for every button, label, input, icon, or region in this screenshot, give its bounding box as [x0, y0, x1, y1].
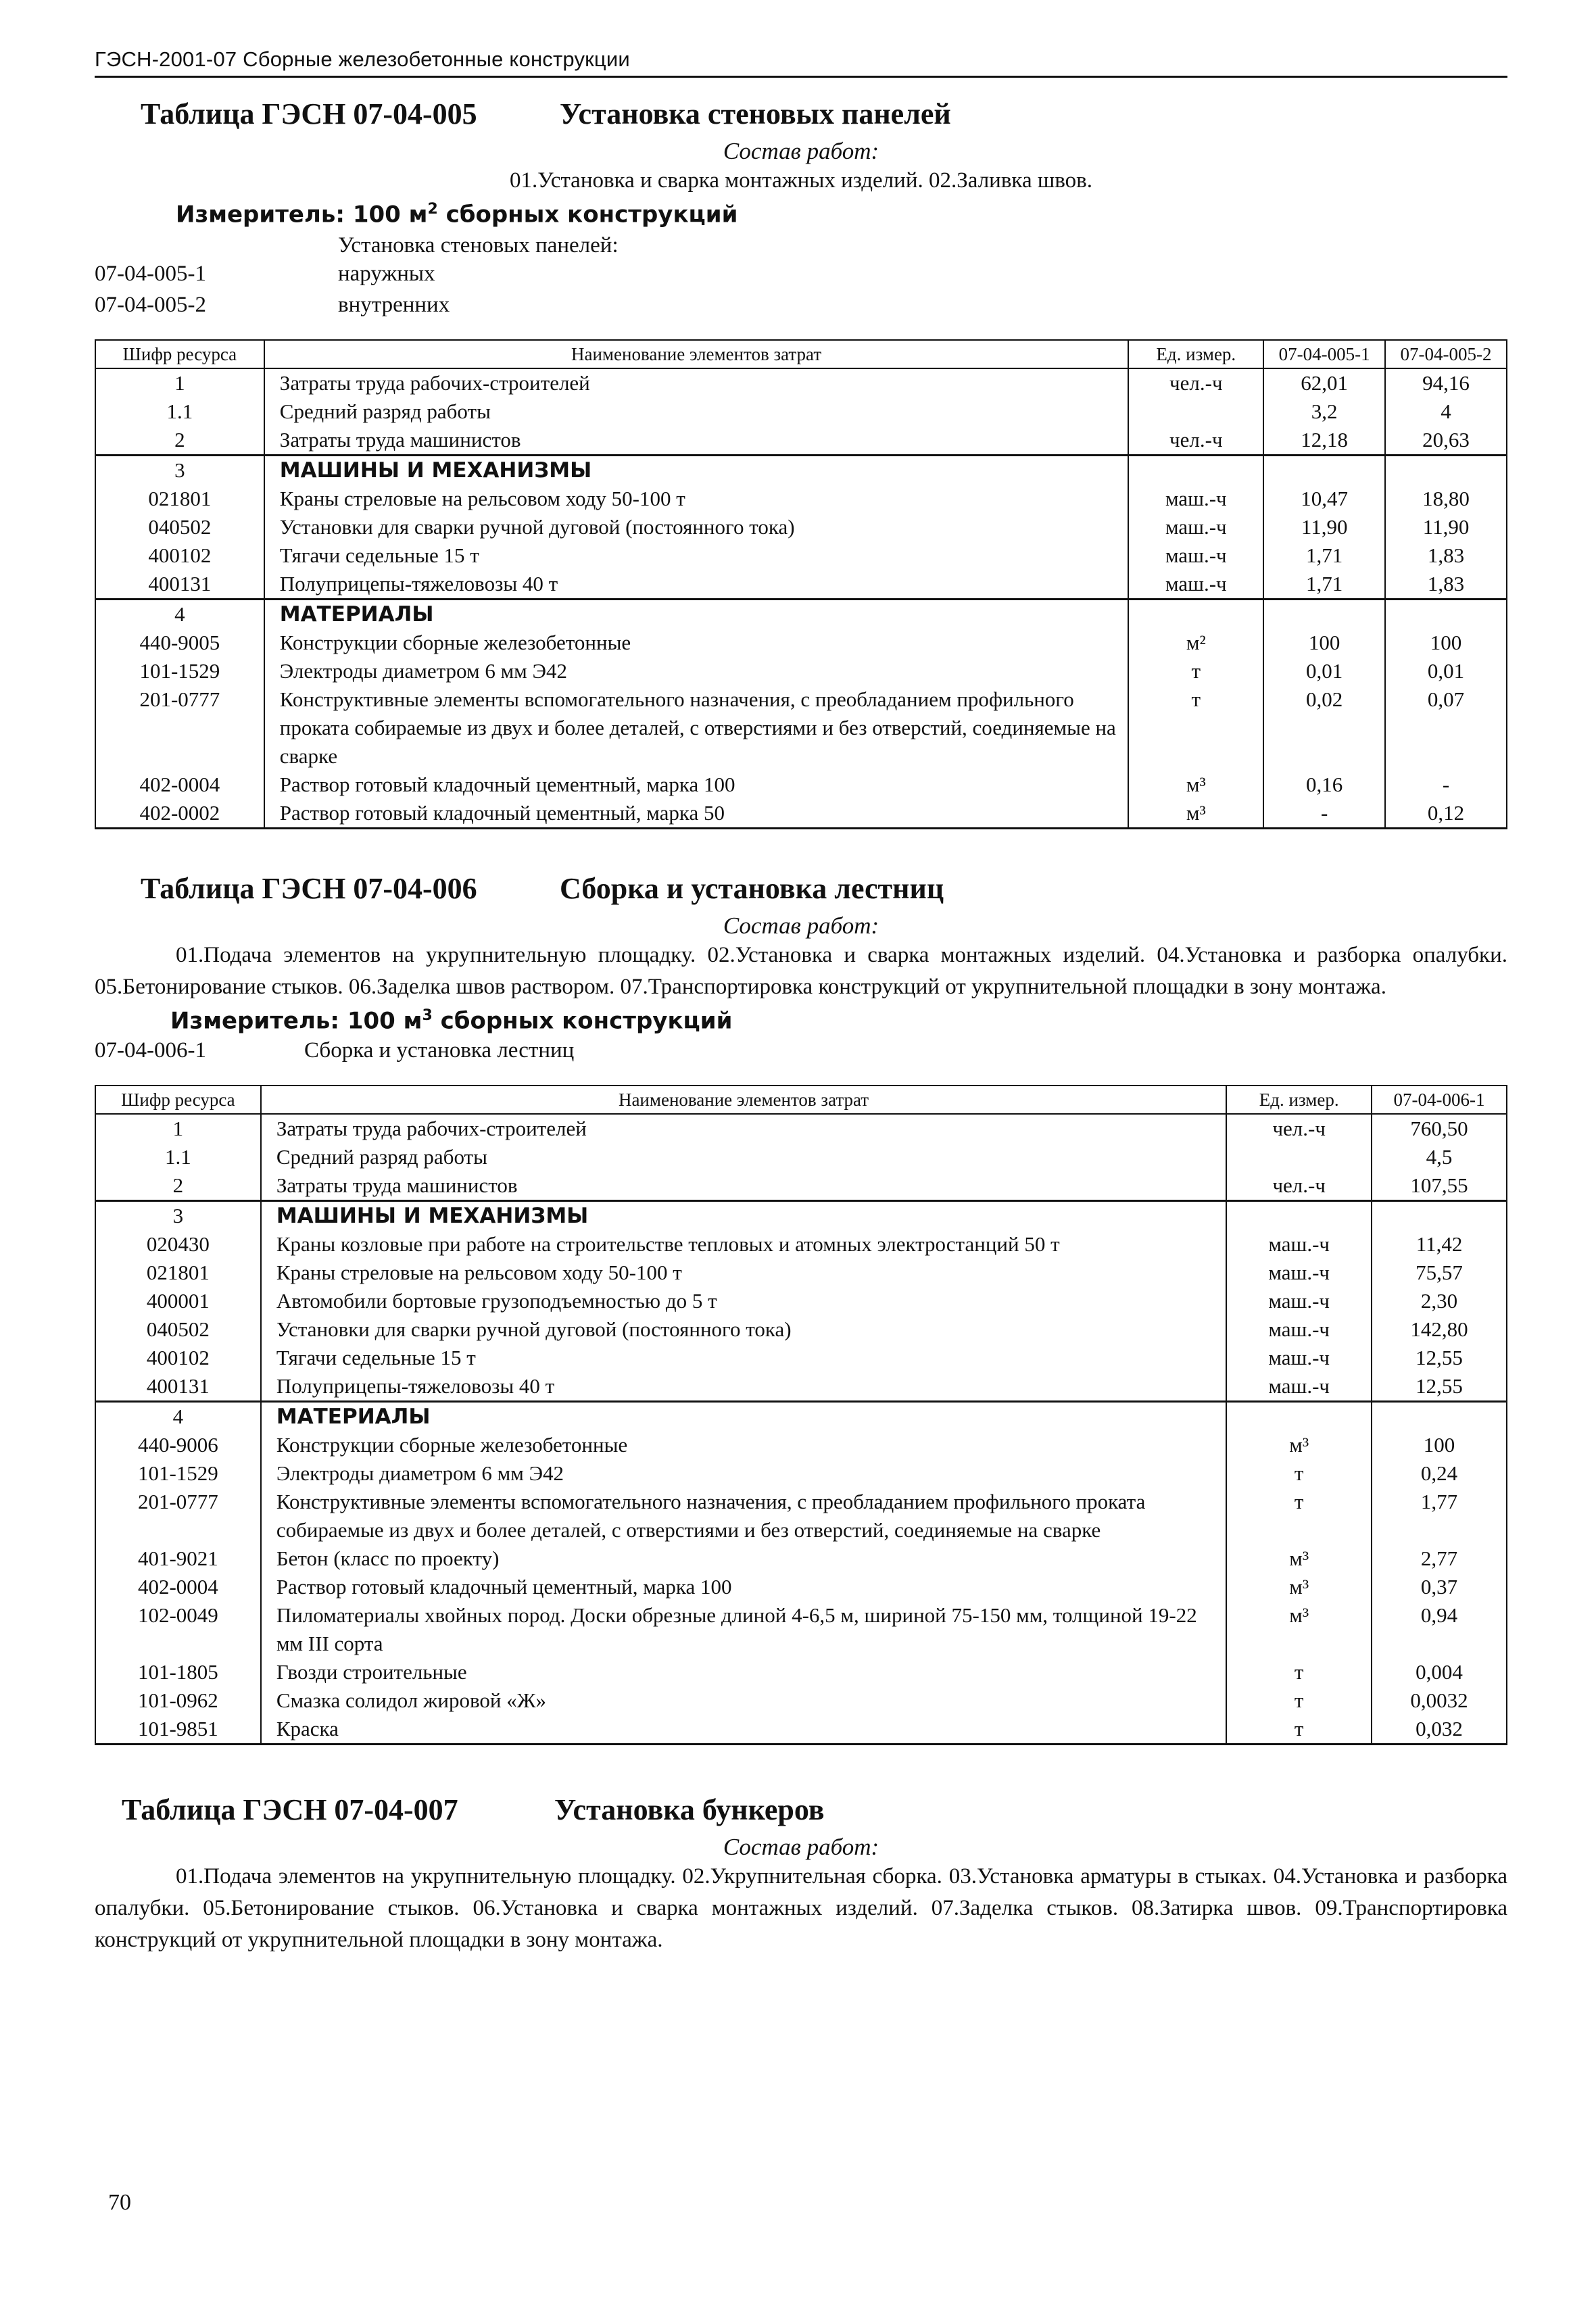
table-row	[95, 1658, 1507, 1686]
resource-code: 101-0962	[95, 1686, 261, 1715]
composition-label: Состав работ:	[723, 1833, 879, 1860]
table-row	[95, 1287, 1507, 1315]
value-cell: 4	[1385, 397, 1507, 426]
code-list	[95, 1035, 1507, 1066]
group-row	[95, 1200, 1507, 1230]
resource-code: 2	[95, 426, 264, 456]
table-number: Таблица ГЭСН 07-04-006	[141, 872, 477, 906]
table-row	[95, 1143, 1507, 1171]
table-row	[95, 1715, 1507, 1745]
unit-cell	[1226, 1200, 1372, 1230]
works-description: 01.Установка и сварка монтажных изделий. 02.Заливка швов.	[510, 168, 1092, 193]
resource-name: Затраты труда рабочих-строителей	[261, 1114, 1226, 1143]
resource-name: Раствор готовый кладочный цементный, марка 100	[264, 771, 1129, 799]
value-cell: 10,47	[1263, 485, 1385, 513]
column-header: Шифр ресурса	[95, 1086, 261, 1114]
column-header: Ед. измер.	[1128, 340, 1263, 368]
value-cell: 1,77	[1372, 1488, 1507, 1544]
composition-label: Состав работ:	[723, 912, 879, 940]
table-row	[95, 657, 1507, 685]
page-number: 70	[108, 2190, 131, 2215]
unit-cell: чел.-ч	[1226, 1171, 1372, 1201]
value-cell	[1385, 600, 1507, 629]
table-row	[95, 426, 1507, 456]
value-cell: 75,57	[1372, 1259, 1507, 1287]
value-cell: 0,24	[1372, 1459, 1507, 1488]
table-row	[95, 629, 1507, 657]
value-cell: 94,16	[1385, 368, 1507, 397]
unit-cell: маш.-ч	[1128, 513, 1263, 541]
value-cell: 11,90	[1263, 513, 1385, 541]
composition-label: Состав работ:	[723, 138, 879, 164]
resource-name: МАТЕРИАЛЫ	[261, 1401, 1226, 1431]
resource-code: 3	[95, 456, 264, 485]
resource-code: 040502	[95, 1315, 261, 1344]
unit-cell: т	[1226, 1488, 1372, 1544]
resource-name: Затраты труда машинистов	[261, 1171, 1226, 1201]
unit-cell: маш.-ч	[1226, 1372, 1372, 1402]
resource-code: 3	[95, 1200, 261, 1230]
resource-name: Конструктивные элементы вспомогательного назначения, с преобладанием профильного проката собираемые из двух и более деталей, с отверстиями и без отверстий, соединяемые на сварке	[264, 685, 1129, 771]
value-cell: 107,55	[1372, 1171, 1507, 1201]
table-row	[95, 1686, 1507, 1715]
table-row	[95, 771, 1507, 799]
resource-code: 400001	[95, 1287, 261, 1315]
value-cell	[1372, 1401, 1507, 1431]
resource-code: 102-0049	[95, 1601, 261, 1658]
value-cell: 4,5	[1372, 1143, 1507, 1171]
table-row	[95, 541, 1507, 570]
value-cell	[1263, 600, 1385, 629]
unit-cell: т	[1226, 1459, 1372, 1488]
unit-cell: м³	[1128, 799, 1263, 829]
resource-name: Затраты труда рабочих-строителей	[264, 368, 1129, 397]
value-cell: 18,80	[1385, 485, 1507, 513]
section-title	[122, 1793, 1507, 1827]
table-row	[95, 1315, 1507, 1344]
value-cell: 1,71	[1263, 570, 1385, 600]
table-title: Установка стеновых панелей	[560, 97, 951, 130]
unit-cell: м³	[1226, 1573, 1372, 1601]
resource-code: 101-9851	[95, 1715, 261, 1745]
resource-table-2	[95, 1085, 1507, 1745]
resource-code: 201-0777	[95, 685, 264, 771]
table-header-row	[95, 340, 1507, 368]
table-row	[95, 1601, 1507, 1658]
unit-cell	[1128, 600, 1263, 629]
value-cell: 12,18	[1263, 426, 1385, 456]
value-cell: 3,2	[1263, 397, 1385, 426]
unit-cell: т	[1128, 685, 1263, 771]
table-row	[95, 1344, 1507, 1372]
resource-name: Пиломатериалы хвойных пород. Доски обрезные длиной 4-6,5 м, шириной 75-150 мм, толщиной 19-22 мм III сорта	[261, 1601, 1226, 1658]
resource-code: 440-9005	[95, 629, 264, 657]
column-header: Ед. измер.	[1226, 1086, 1372, 1114]
unit-cell: м³	[1226, 1431, 1372, 1459]
resource-code: 402-0004	[95, 771, 264, 799]
table-row	[95, 1259, 1507, 1287]
table-row	[95, 1171, 1507, 1201]
group-row	[95, 456, 1507, 485]
works-description: 01.Подача элементов на укрупнительную площадку. 02.Укрупнительная сборка. 03.Установка арматуры в стыках. 04.Установка и разборка опалубки. 05.Бетонирование стыков. 06.Установка и сварка монтажных изделий. 07.Заделка стыков. 08.Затирка швов. 09.Транспортировка конструкций от укрупнительной площадки в зону монтажа.	[95, 1863, 1507, 1952]
table-row	[95, 1230, 1507, 1259]
table-row	[95, 1114, 1507, 1143]
resource-code: 020430	[95, 1230, 261, 1259]
table-row	[95, 1431, 1507, 1459]
unit-cell: маш.-ч	[1226, 1259, 1372, 1287]
value-cell: 0,0032	[1372, 1686, 1507, 1715]
resource-name: Автомобили бортовые грузоподъемностью до 5 т	[261, 1287, 1226, 1315]
meter-line: Измеритель: 100 $м^3$ сборных конструкций	[170, 1007, 733, 1035]
resource-code: 4	[95, 1401, 261, 1431]
value-cell: 0,12	[1385, 799, 1507, 829]
unit-cell: т	[1128, 657, 1263, 685]
resource-name: Тягачи седельные 15 т	[264, 541, 1129, 570]
resource-code: 101-1529	[95, 1459, 261, 1488]
code-row: 07-04-006-1 Сборка и установка лестниц	[95, 1038, 575, 1063]
resource-code: 401-9021	[95, 1544, 261, 1573]
unit-cell: м³	[1226, 1601, 1372, 1658]
unit-cell: маш.-ч	[1128, 485, 1263, 513]
value-cell: 0,004	[1372, 1658, 1507, 1686]
resource-code: 2	[95, 1171, 261, 1201]
resource-name: Бетон (класс по проекту)	[261, 1544, 1226, 1573]
unit-cell	[1128, 397, 1263, 426]
running-head: ГЭСН-2001-07 Сборные железобетонные конструкции	[95, 47, 1507, 78]
resource-code: 402-0004	[95, 1573, 261, 1601]
unit-cell	[1226, 1401, 1372, 1431]
table-title: Установка бункеров	[554, 1793, 825, 1826]
unit-cell	[1128, 456, 1263, 485]
column-header: Наименование элементов затрат	[261, 1086, 1226, 1114]
value-cell: 0,07	[1385, 685, 1507, 771]
resource-name: Раствор готовый кладочный цементный, марка 50	[264, 799, 1129, 829]
value-cell: -	[1263, 799, 1385, 829]
table-number: Таблица ГЭСН 07-04-007	[122, 1793, 458, 1826]
subhead: Установка стеновых панелей:	[338, 233, 619, 258]
table-row	[95, 1573, 1507, 1601]
table-row	[95, 485, 1507, 513]
resource-name: Установки для сварки ручной дуговой (постоянного тока)	[261, 1315, 1226, 1344]
resource-name: Затраты труда машинистов	[264, 426, 1129, 456]
unit-cell: чел.-ч	[1128, 426, 1263, 456]
resource-name: Полуприцепы-тяжеловозы 40 т	[264, 570, 1129, 600]
value-cell: 0,37	[1372, 1573, 1507, 1601]
table-row	[95, 397, 1507, 426]
document-page	[95, 47, 1507, 1956]
value-cell: 0,01	[1385, 657, 1507, 685]
code-row: 07-04-005-2 внутренних	[95, 293, 450, 318]
value-cell: 2,30	[1372, 1287, 1507, 1315]
table-row	[95, 685, 1507, 771]
resource-code: 4	[95, 600, 264, 629]
resource-code: 400131	[95, 1372, 261, 1402]
value-cell	[1372, 1200, 1507, 1230]
table-title: Сборка и установка лестниц	[560, 872, 944, 906]
resource-table-1	[95, 339, 1507, 829]
resource-name: Раствор готовый кладочный цементный, марка 100	[261, 1573, 1226, 1601]
unit-cell: маш.-ч	[1226, 1287, 1372, 1315]
value-cell: 20,63	[1385, 426, 1507, 456]
resource-code: 440-9006	[95, 1431, 261, 1459]
value-cell: 12,55	[1372, 1372, 1507, 1402]
resource-code: 101-1805	[95, 1658, 261, 1686]
value-cell: 1,71	[1263, 541, 1385, 570]
table-header-row	[95, 1086, 1507, 1114]
resource-name: Конструкции сборные железобетонные	[261, 1431, 1226, 1459]
unit-cell	[1226, 1143, 1372, 1171]
value-cell: 100	[1263, 629, 1385, 657]
resource-code: 201-0777	[95, 1488, 261, 1544]
value-cell: 1,83	[1385, 570, 1507, 600]
resource-code: 021801	[95, 1259, 261, 1287]
resource-name: МАТЕРИАЛЫ	[264, 600, 1129, 629]
value-cell: 11,42	[1372, 1230, 1507, 1259]
value-cell: 0,01	[1263, 657, 1385, 685]
unit-cell: т	[1226, 1686, 1372, 1715]
resource-name: Установки для сварки ручной дуговой (постоянного тока)	[264, 513, 1129, 541]
table-row	[95, 1488, 1507, 1544]
value-cell: 2,77	[1372, 1544, 1507, 1573]
resource-code: 400102	[95, 1344, 261, 1372]
resource-name: Полуприцепы-тяжеловозы 40 т	[261, 1372, 1226, 1402]
code-row: 07-04-005-1 наружных	[95, 262, 435, 287]
resource-name: Краны стреловые на рельсовом ходу 50-100 т	[261, 1259, 1226, 1287]
unit-cell: м²	[1128, 629, 1263, 657]
column-header: Шифр ресурса	[95, 340, 264, 368]
resource-name: Средний разряд работы	[264, 397, 1129, 426]
value-cell: 11,90	[1385, 513, 1507, 541]
table-row	[95, 513, 1507, 541]
value-cell: 100	[1372, 1431, 1507, 1459]
table-row	[95, 799, 1507, 829]
unit-cell: м³	[1226, 1544, 1372, 1573]
value-cell: 100	[1385, 629, 1507, 657]
unit-cell: маш.-ч	[1128, 541, 1263, 570]
column-header: 07-04-006-1	[1372, 1086, 1507, 1114]
section-title	[141, 871, 1507, 906]
resource-code: 1.1	[95, 1143, 261, 1171]
table-row	[95, 1459, 1507, 1488]
value-cell: 760,50	[1372, 1114, 1507, 1143]
group-row	[95, 1401, 1507, 1431]
resource-name: МАШИНЫ И МЕХАНИЗМЫ	[261, 1200, 1226, 1230]
value-cell: 62,01	[1263, 368, 1385, 397]
column-header: 07-04-005-2	[1385, 340, 1507, 368]
resource-name: Смазка солидол жировой «Ж»	[261, 1686, 1226, 1715]
meter-line: Измеритель: 100 $м^2$ сборных конструкций	[176, 201, 738, 228]
resource-name: Конструкции сборные железобетонные	[264, 629, 1129, 657]
value-cell: 0,94	[1372, 1601, 1507, 1658]
value-cell: -	[1385, 771, 1507, 799]
column-header: Наименование элементов затрат	[264, 340, 1129, 368]
value-cell: 0,032	[1372, 1715, 1507, 1745]
table-row	[95, 570, 1507, 600]
value-cell	[1385, 456, 1507, 485]
resource-name: Конструктивные элементы вспомогательного назначения, с преобладанием профильного проката собираемые из двух и более деталей, с отверстиями и без отверстий, соединяемые на сварке	[261, 1488, 1226, 1544]
resource-code: 400131	[95, 570, 264, 600]
table-row	[95, 1544, 1507, 1573]
resource-name: Тягачи седельные 15 т	[261, 1344, 1226, 1372]
resource-name: Краны козловые при работе на строительстве тепловых и атомных электростанций 50 т	[261, 1230, 1226, 1259]
unit-cell: т	[1226, 1658, 1372, 1686]
column-header: 07-04-005-1	[1263, 340, 1385, 368]
unit-cell: т	[1226, 1715, 1372, 1745]
unit-cell: чел.-ч	[1128, 368, 1263, 397]
resource-code: 1	[95, 368, 264, 397]
unit-cell: чел.-ч	[1226, 1114, 1372, 1143]
unit-cell: маш.-ч	[1128, 570, 1263, 600]
resource-name: МАШИНЫ И МЕХАНИЗМЫ	[264, 456, 1129, 485]
resource-code: 040502	[95, 513, 264, 541]
value-cell: 0,16	[1263, 771, 1385, 799]
resource-name: Гвозди строительные	[261, 1658, 1226, 1686]
value-cell: 142,80	[1372, 1315, 1507, 1344]
group-row	[95, 600, 1507, 629]
resource-name: Краны стреловые на рельсовом ходу 50-100 т	[264, 485, 1129, 513]
section-title	[141, 97, 1507, 131]
value-cell	[1263, 456, 1385, 485]
resource-code: 400102	[95, 541, 264, 570]
unit-cell: маш.-ч	[1226, 1344, 1372, 1372]
resource-name: Электроды диаметром 6 мм Э42	[264, 657, 1129, 685]
unit-cell: маш.-ч	[1226, 1315, 1372, 1344]
table-row	[95, 368, 1507, 397]
works-description: 01.Подача элементов на укрупнительную площадку. 02.Установка и сварка монтажных изделий. 04.Установка и разборка опалубки. 05.Бетонирование стыков. 06.Заделка швов раствором. 07.Транспортировка конструкций от укрупнительной площадки в зону монтажа.	[95, 943, 1507, 1000]
resource-name: Краска	[261, 1715, 1226, 1745]
table-row	[95, 1372, 1507, 1402]
resource-code: 1.1	[95, 397, 264, 426]
table-number: Таблица ГЭСН 07-04-005	[141, 97, 477, 130]
resource-code: 101-1529	[95, 657, 264, 685]
unit-cell: м³	[1128, 771, 1263, 799]
code-list	[95, 258, 1507, 320]
resource-code: 1	[95, 1114, 261, 1143]
unit-cell: маш.-ч	[1226, 1230, 1372, 1259]
resource-name: Электроды диаметром 6 мм Э42	[261, 1459, 1226, 1488]
resource-name: Средний разряд работы	[261, 1143, 1226, 1171]
resource-code: 021801	[95, 485, 264, 513]
resource-code: 402-0002	[95, 799, 264, 829]
value-cell: 0,02	[1263, 685, 1385, 771]
value-cell: 1,83	[1385, 541, 1507, 570]
value-cell: 12,55	[1372, 1344, 1507, 1372]
